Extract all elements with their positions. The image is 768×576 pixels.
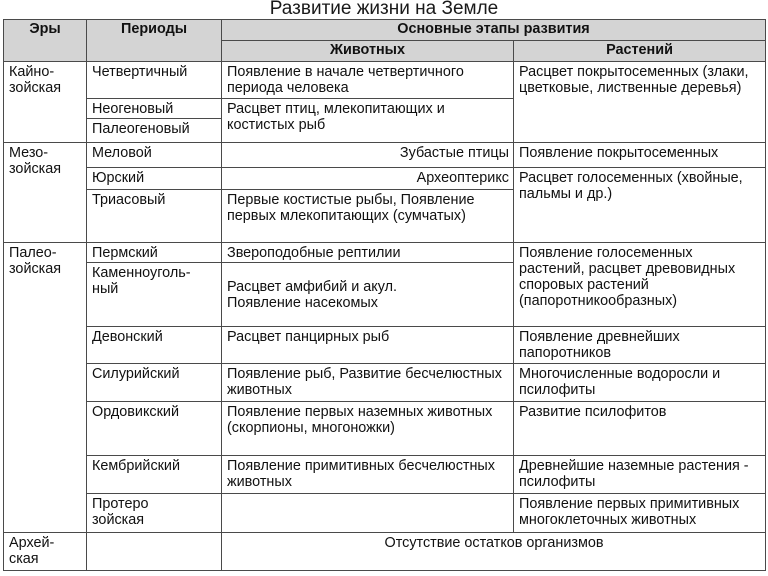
animals-cambrian: Появление примитивных бесчелюстных животных xyxy=(222,456,514,494)
period-jurassic: Юрский xyxy=(87,168,222,190)
plants-devonian: Появление древнейших папоротников xyxy=(514,327,766,364)
animals-quaternary: Появление в начале четвертичного периода человека xyxy=(222,62,514,99)
animals-ordovician: Появление первых наземных животных (скорпионы, многоножки) xyxy=(222,402,514,456)
header-plants: Растений xyxy=(514,41,766,62)
period-carboniferous: Каменноуголь- ный xyxy=(87,263,222,327)
table-row xyxy=(4,494,766,533)
period-cretaceous: Меловой xyxy=(87,143,222,168)
plants-cambrian: Древнейшие наземные растения - псилофиты xyxy=(514,456,766,494)
era-proterozoic: Протеро зойская xyxy=(87,494,222,533)
animals-devonian: Расцвет панцирных рыб xyxy=(222,327,514,364)
period-paleogene: Палеогеновый xyxy=(87,119,222,143)
animals-silurian: Появление рыб, Развитие бесчелюстных животных xyxy=(222,364,514,402)
animals-jurassic: Археоптерикс xyxy=(222,168,514,190)
period-cambrian: Кембрийский xyxy=(87,456,222,494)
era-cenozoic: Кайно- зойская xyxy=(4,62,87,143)
header-periods: Периоды xyxy=(87,20,222,62)
animals-carboniferous: Расцвет амфибий и акул. Появление насекомых xyxy=(222,263,514,327)
period-neogene: Неогеновый xyxy=(87,99,222,119)
animals-proterozoic: Появление первых примитивных многоклеточных животных xyxy=(514,494,766,533)
era-archean: Архей- ская xyxy=(4,533,87,571)
header-animals: Животных xyxy=(222,41,514,62)
table-row xyxy=(4,364,766,402)
table-row xyxy=(4,168,766,190)
animals-neogene-paleogene: Расцвет птиц, млекопитающих и костистых рыб xyxy=(222,99,514,143)
table-row xyxy=(4,327,766,364)
period-silurian: Силурийский xyxy=(87,364,222,402)
plants-permian: Появление голосеменных растений, расцвет древовидных споровых растений (папоротникообразных) xyxy=(514,243,766,327)
animals-triassic: Первые костистые рыбы, Появление первых млекопитающих (сумчатых) xyxy=(222,190,514,243)
period-devonian: Девонский xyxy=(87,327,222,364)
stages-archean: Отсутствие остатков организмов xyxy=(222,533,766,571)
period-archean xyxy=(87,533,222,571)
animals-permian: Звероподобные рептилии xyxy=(222,243,514,263)
plants-jurassic: Расцвет голосеменных (хвойные, пальмы и др.) xyxy=(514,168,766,243)
table-row xyxy=(4,456,766,494)
period-triassic: Триасовый xyxy=(87,190,222,243)
header-row-1 xyxy=(4,20,766,41)
period-quaternary: Четвертичный xyxy=(87,62,222,99)
table-row xyxy=(4,533,766,571)
table-row xyxy=(4,143,766,168)
geology-table xyxy=(3,19,766,571)
page-title: Развитие жизни на Земле xyxy=(269,0,499,19)
plants-ordovician: Развитие псилофитов xyxy=(514,402,766,456)
era-mesozoic: Мезо- зойская xyxy=(4,143,87,243)
plants-cretaceous: Появление покрытосеменных xyxy=(514,143,766,168)
table-row xyxy=(4,402,766,456)
period-proterozoic xyxy=(222,494,514,533)
header-stages: Основные этапы развития xyxy=(222,20,766,41)
plants-silurian: Многочисленные водоросли и псилофиты xyxy=(514,364,766,402)
table-row xyxy=(4,243,766,263)
plants-cenozoic: Расцвет покрытосеменных (злаки, цветковые, лиственные деревья) xyxy=(514,62,766,143)
period-permian: Пермский xyxy=(87,243,222,263)
animals-cretaceous: Зубастые птицы xyxy=(222,143,514,168)
era-paleozoic: Палео- зойская xyxy=(4,243,87,533)
header-eras: Эры xyxy=(4,20,87,62)
period-ordovician: Ордовикский xyxy=(87,402,222,456)
table-row xyxy=(4,62,766,99)
